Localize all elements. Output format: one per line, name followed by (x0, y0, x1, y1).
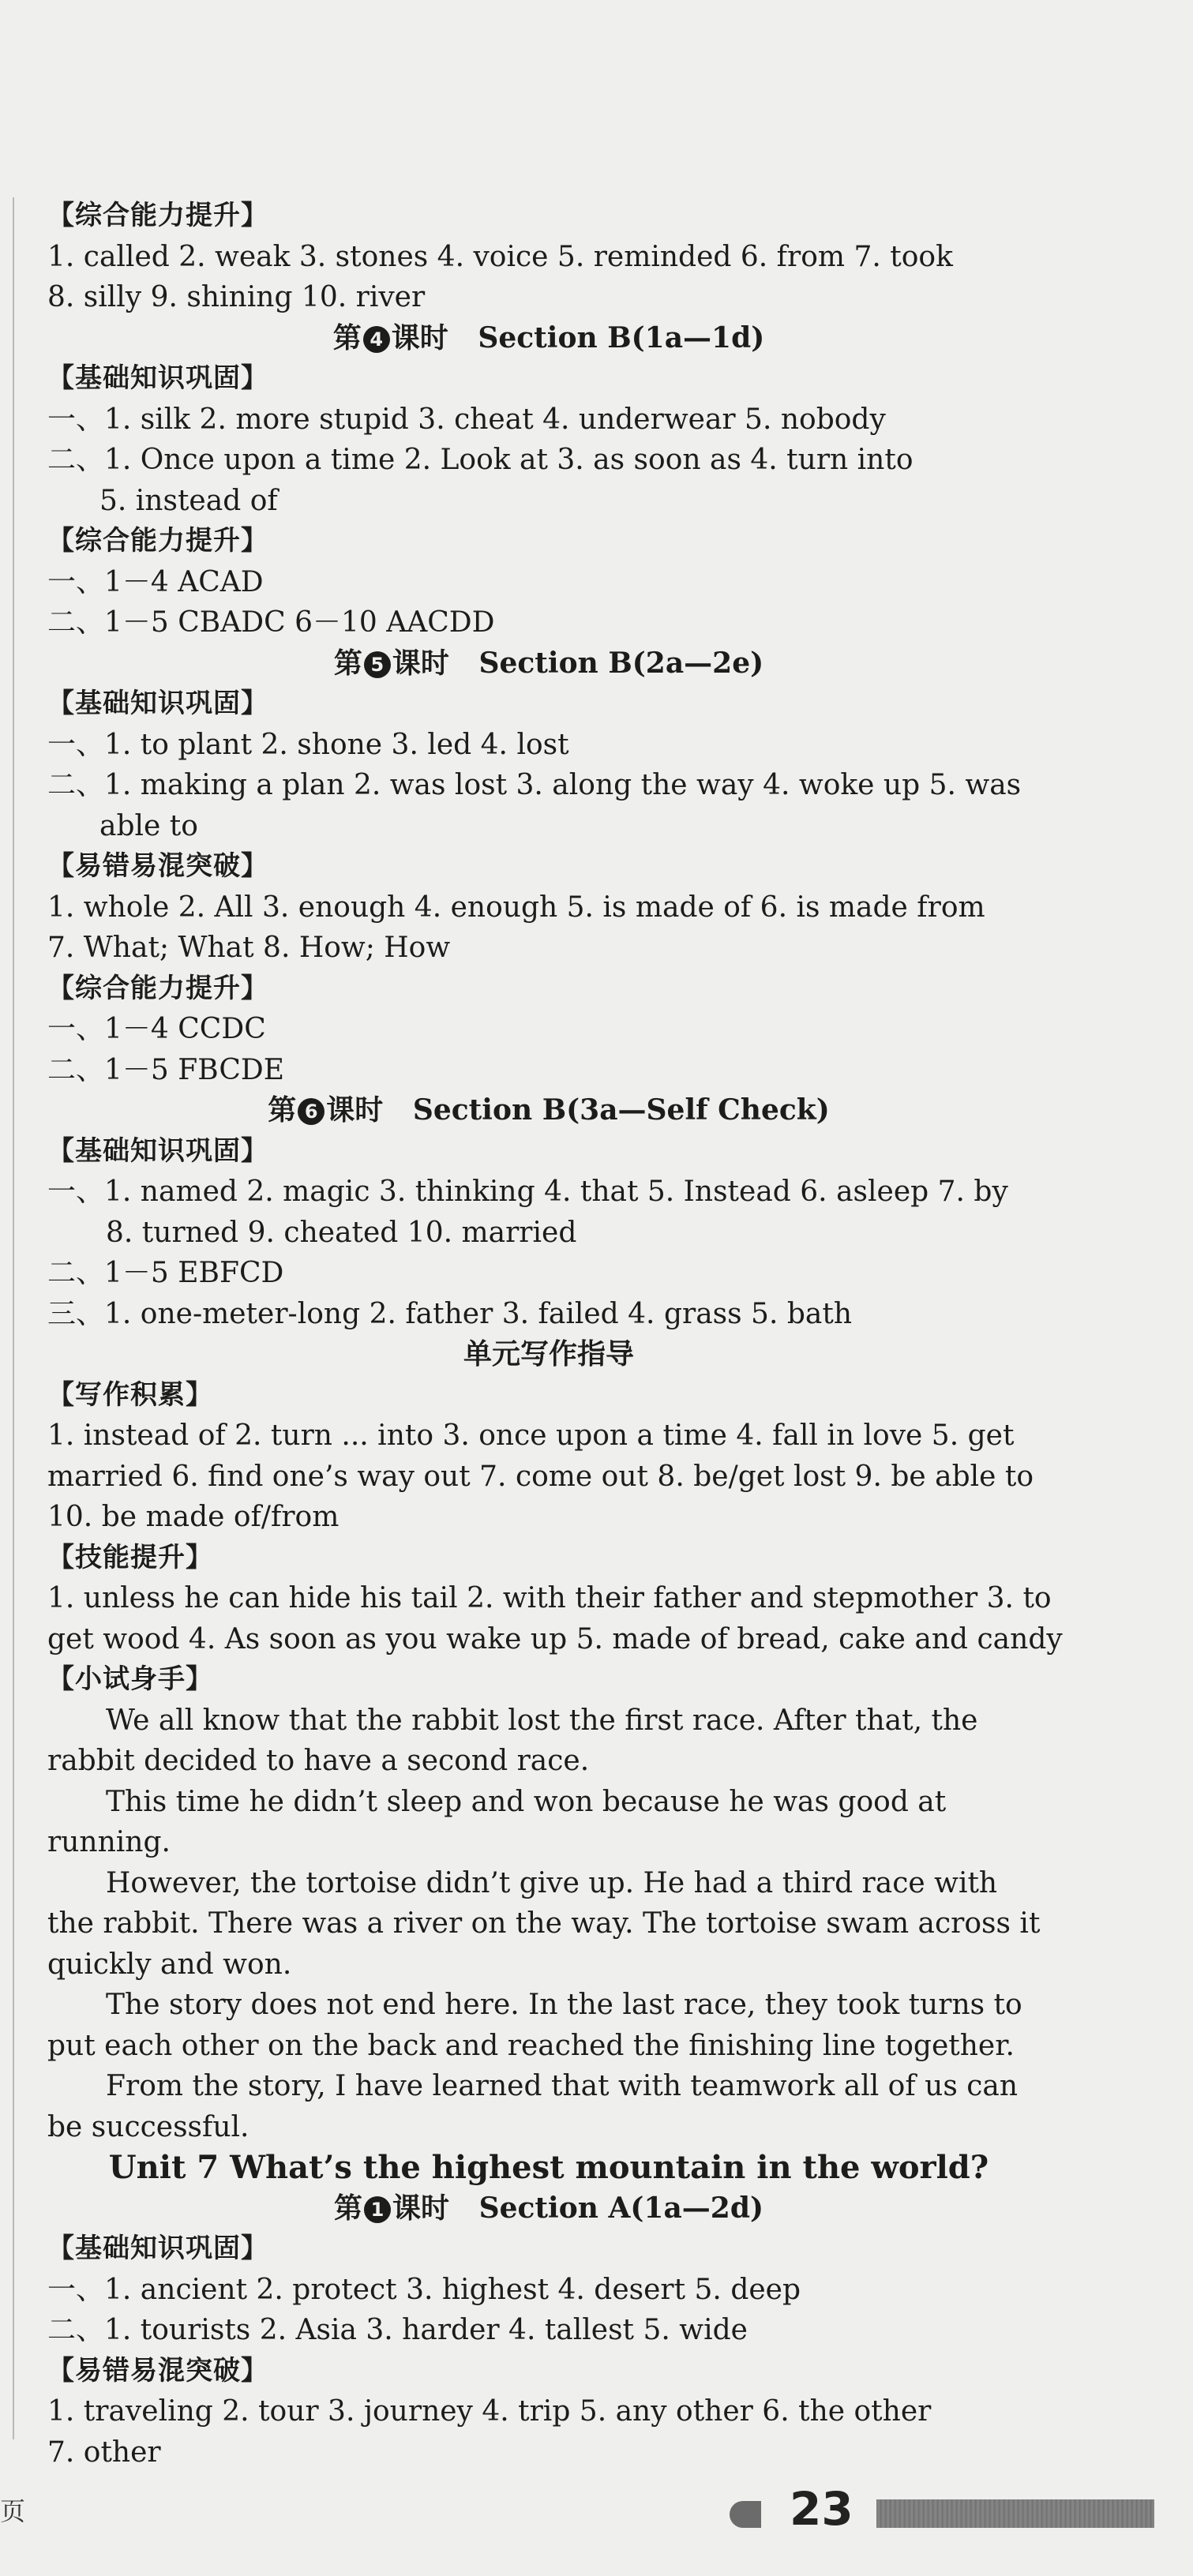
section-header: 【综合能力提升】 (47, 200, 268, 231)
lesson-number-badge: 4 (363, 326, 390, 353)
lesson-number-badge: 5 (364, 651, 391, 678)
lesson-suffix: 课时 (392, 646, 449, 680)
lesson-prefix: 第 (268, 1093, 297, 1127)
answer-line: 10. be made of/from (47, 1501, 340, 1533)
answer-line: 7. other (47, 2435, 161, 2469)
section-header: 【易错易混突破】 (47, 850, 268, 882)
answer-line: 一、1. ancient 2. protect 3. highest 4. desert 5. deep (47, 2273, 801, 2306)
answer-line: 1. unless he can hide his tail 2. with their father and stepmother 3. to (47, 1582, 1052, 1614)
answer-line: get wood 4. As soon as you wake up 5. made of bread, cake and candy (47, 1622, 1063, 1655)
lesson-prefix: 第 (333, 2191, 362, 2225)
margin-rule (13, 197, 14, 2439)
section-header: 【写作积累】 (47, 1378, 213, 1411)
answer-line: 二、1－5 CBADC 6－10 AACDD (47, 606, 495, 639)
answer-key-content (47, 196, 1063, 2473)
answer-line: able to (99, 809, 198, 842)
lesson-suffix: 课时 (391, 321, 448, 354)
lesson-heading (47, 1090, 1050, 1131)
section-header: 【基础知识巩固】 (47, 688, 268, 719)
section-header: 【基础知识巩固】 (47, 362, 268, 394)
answer-line: 一、1－4 ACAD (47, 565, 264, 598)
answer-line: 1. traveling 2. tour 3. journey 4. trip 5. any other 6. the other (47, 2395, 932, 2428)
lesson-heading (47, 643, 1050, 684)
answer-line: 5. instead of (99, 484, 278, 517)
lesson-prefix: 第 (332, 321, 362, 354)
answer-line: 二、1. making a plan 2. was lost 3. along the way 4. woke up 5. was (47, 769, 1022, 801)
writing-guide-heading: 单元写作指导 (463, 1337, 634, 1370)
answer-line: 1. whole 2. All 3. enough 4. enough 5. is made of 6. is made from (47, 891, 985, 924)
section-header: 【基础知识巩固】 (47, 2233, 268, 2264)
lesson-prefix: 第 (333, 646, 362, 680)
page-tab-decoration (730, 2501, 761, 2528)
essay-paragraph: From the story, I have learned that with teamwork all of us can be successful. (47, 2070, 1019, 2143)
footer-left-char: 页 (0, 2496, 26, 2526)
answer-line: 二、1－5 FBCDE (47, 1053, 285, 1086)
answer-line: 8. silly 9. shining 10. river (47, 281, 426, 313)
section-header: 【易错易混突破】 (47, 2354, 268, 2387)
answer-line: 三、1. one-meter-long 2. father 3. failed 4. grass 5. bath (47, 1297, 853, 1330)
answer-line: 7. What; What 8. How; How (47, 932, 451, 964)
section-header: 【综合能力提升】 (47, 972, 268, 1004)
answer-line: 一、1－4 CCDC (47, 1013, 266, 1045)
essay-paragraph: This time he didn’t sleep and won because he was good at running. (47, 1785, 947, 1858)
lesson-heading (47, 318, 1050, 359)
answer-line: 1. instead of 2. turn ... into 3. once upon a time 4. fall in love 5. get (47, 1419, 1015, 1452)
lesson-section-title: Section B(1a—1d) (478, 321, 765, 354)
page-number: 23 (790, 2482, 853, 2536)
lesson-section-title: Section A(1a—2d) (478, 2191, 764, 2225)
section-header: 【综合能力提升】 (47, 525, 268, 557)
answer-line: 一、1. silk 2. more stupid 3. cheat 4. underwear 5. nobody (47, 403, 886, 436)
answer-line: 8. turned 9. cheated 10. married (106, 1216, 577, 1249)
lesson-section-title: Section B(2a—2e) (478, 646, 764, 680)
answer-line: 1. called 2. weak 3. stones 4. voice 5. reminded 6. from 7. took (47, 240, 953, 273)
answer-line: 二、1－5 EBFCD (47, 1257, 284, 1289)
unit-title: Unit 7 What’s the highest mountain in the world? (108, 2149, 989, 2186)
section-header: 【小试身手】 (47, 1663, 213, 1695)
answer-line: 一、1. to plant 2. shone 3. led 4. lost (47, 728, 569, 761)
section-header: 【基础知识巩固】 (47, 1134, 268, 1167)
essay-paragraph: However, the tortoise didn’t give up. He had a third race with the rabbit. There was a river on the way. The tortoise swam across it quickly and won. (47, 1866, 1041, 1981)
answer-line: 二、1. tourists 2. Asia 3. harder 4. tallest 5. wide (47, 2314, 748, 2346)
lesson-section-title: Section B(3a—Self Check) (412, 1093, 830, 1127)
lesson-number-badge: 1 (364, 2196, 391, 2223)
section-header: 【技能提升】 (47, 1541, 213, 1573)
essay-paragraph: The story does not end here. In the last race, they took turns to put each other on the back and reached the finishing line together. (47, 1989, 1022, 2062)
answer-line: 二、1. Once upon a time 2. Look at 3. as soon as 4. turn into (47, 444, 914, 476)
answer-line: 一、1. named 2. magic 3. thinking 4. that 5. Instead 6. asleep 7. by (47, 1176, 1008, 1208)
lesson-suffix: 课时 (326, 1093, 384, 1127)
lesson-suffix: 课时 (392, 2191, 449, 2225)
lesson-number-badge: 6 (298, 1098, 325, 1125)
essay-paragraph: We all know that the rabbit lost the first race. After that, the rabbit decided to have a second race. (47, 1704, 978, 1777)
lesson-heading (47, 2188, 1050, 2229)
answer-line: married 6. find one’s way out 7. come out 8. be/get lost 9. be able to (47, 1460, 1034, 1493)
footer-bar-decoration (876, 2499, 1154, 2528)
